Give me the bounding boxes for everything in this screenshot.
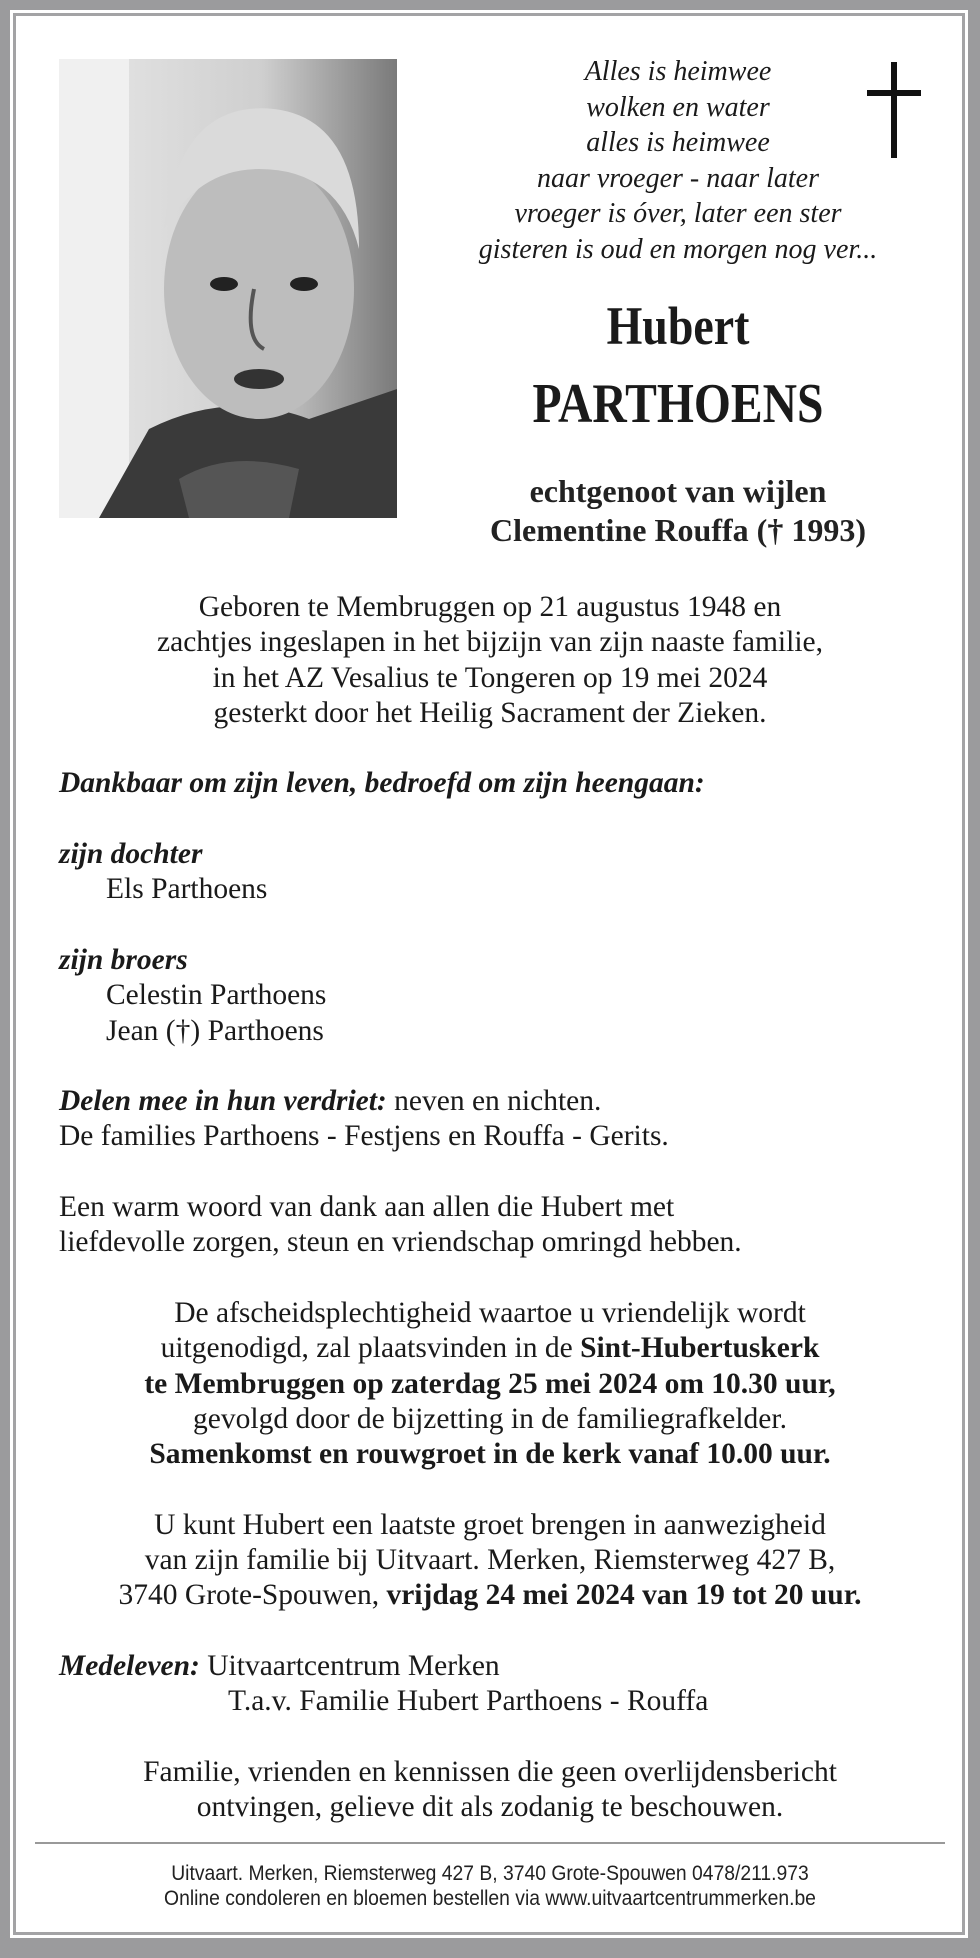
condolences-recipient: Uitvaartcentrum Merken xyxy=(199,1649,500,1682)
poem-line: vroeger is óver, later een ster xyxy=(514,198,842,229)
daughter-label: zijn dochter xyxy=(59,838,203,871)
text-line: ontvingen, gelieve dit als zodanig te beschouwen. xyxy=(196,1791,784,1824)
text-line xyxy=(59,1331,921,1366)
condolences-attention: T.a.v. Familie Hubert Parthoens - Rouffa xyxy=(228,1685,709,1718)
deceased-last-name: PARTHOENS xyxy=(532,373,824,435)
families-line: De families Parthoens - Festjens en Rouffa - Gerits. xyxy=(59,1120,669,1153)
spouse-info xyxy=(420,472,936,550)
spouse-line: echtgenoot van wijlen xyxy=(529,473,827,509)
sharing-label: Delen mee in hun verdriet: xyxy=(59,1085,387,1118)
sharing-text: neven en nichten. xyxy=(386,1085,602,1118)
text-span: 3740 Grote-Spouwen, xyxy=(118,1579,387,1612)
text-line: Familie, vrienden en kennissen die geen overlijdensbericht xyxy=(143,1755,837,1788)
notice xyxy=(59,1755,921,1826)
text-line: in het AZ Vesalius te Tongeren op 19 mei 2024 xyxy=(212,661,768,694)
condolences-line xyxy=(59,1649,921,1684)
thanks-line: Een warm woord van dank aan allen die Hubert met xyxy=(59,1191,675,1224)
poem xyxy=(420,54,936,267)
poem-line: wolken en water xyxy=(586,91,770,123)
text-line: Geboren te Membruggen op 21 augustus 1948 en xyxy=(198,591,782,623)
condolences-label: Medeleven: xyxy=(59,1649,200,1682)
visit-date: vrijdag 24 mei 2024 van 19 tot 20 uur. xyxy=(386,1579,862,1612)
grateful-heading: Dankbaar om zijn leven, bedroefd om zijn heengaan: xyxy=(59,767,705,800)
visit-info xyxy=(59,1508,921,1614)
text-line xyxy=(59,1578,921,1613)
poem-line: gisteren is oud en morgen nog ver... xyxy=(478,233,878,265)
daughter-name: Els Parthoens xyxy=(106,873,268,906)
birth-death-text xyxy=(59,590,921,731)
text-span: uitgenodigd, zal plaatsvinden in de xyxy=(160,1332,581,1365)
brother-name: Jean (†) Parthoens xyxy=(106,1014,324,1047)
sharing-line xyxy=(59,1084,921,1119)
funeral-home-address: Uitvaart. Merken, Riemsterweg 427 B, 3740 Grote-Spouwen 0478/211.973 xyxy=(171,1862,809,1885)
obituary-body xyxy=(59,590,921,1825)
text-line: van zijn familie bij Uitvaart. Merken, Riemsterweg 427 B, xyxy=(144,1544,836,1577)
portrait-photo xyxy=(59,59,397,518)
spouse-name: Clementine Rouffa († 1993) xyxy=(490,512,866,548)
text-line: zachtjes ingeslapen in het bijzijn van zijn naaste familie, xyxy=(157,626,823,659)
online-condolences-line: Online condoleren en bloemen bestellen via www.uitvaartcentrummerken.be xyxy=(164,1887,816,1910)
deceased-first-name: Hubert xyxy=(606,296,750,356)
brother-name: Celestin Parthoens xyxy=(106,979,327,1012)
text-line: De afscheidsplechtigheid waartoe u vriendelijk wordt xyxy=(174,1296,806,1329)
ceremony-date: te Membruggen op zaterdag 25 mei 2024 om 10.30 uur, xyxy=(144,1367,836,1400)
footer xyxy=(39,1861,941,1911)
text-line: gesterkt door het Heilig Sacrament der Zieken. xyxy=(213,696,767,729)
text-line: gevolgd door de bijzetting in de familiegrafkelder. xyxy=(193,1402,787,1435)
brothers-label: zijn broers xyxy=(59,943,188,976)
footer-divider xyxy=(35,1842,945,1844)
text-line: U kunt Hubert een laatste groet brengen in aanwezigheid xyxy=(154,1508,826,1541)
gathering-time: Samenkomst en rouwgroet in de kerk vanaf 10.00 uur. xyxy=(149,1438,831,1471)
ceremony-info xyxy=(59,1296,921,1472)
poem-line: Alles is heimwee xyxy=(584,56,772,87)
church-name: Sint-Hubertuskerk xyxy=(580,1332,820,1365)
poem-line: alles is heimwee xyxy=(586,127,770,158)
poem-line: naar vroeger - naar later xyxy=(536,162,820,194)
thanks-line: liefdevolle zorgen, steun en vriendschap omringd hebben. xyxy=(59,1226,742,1259)
